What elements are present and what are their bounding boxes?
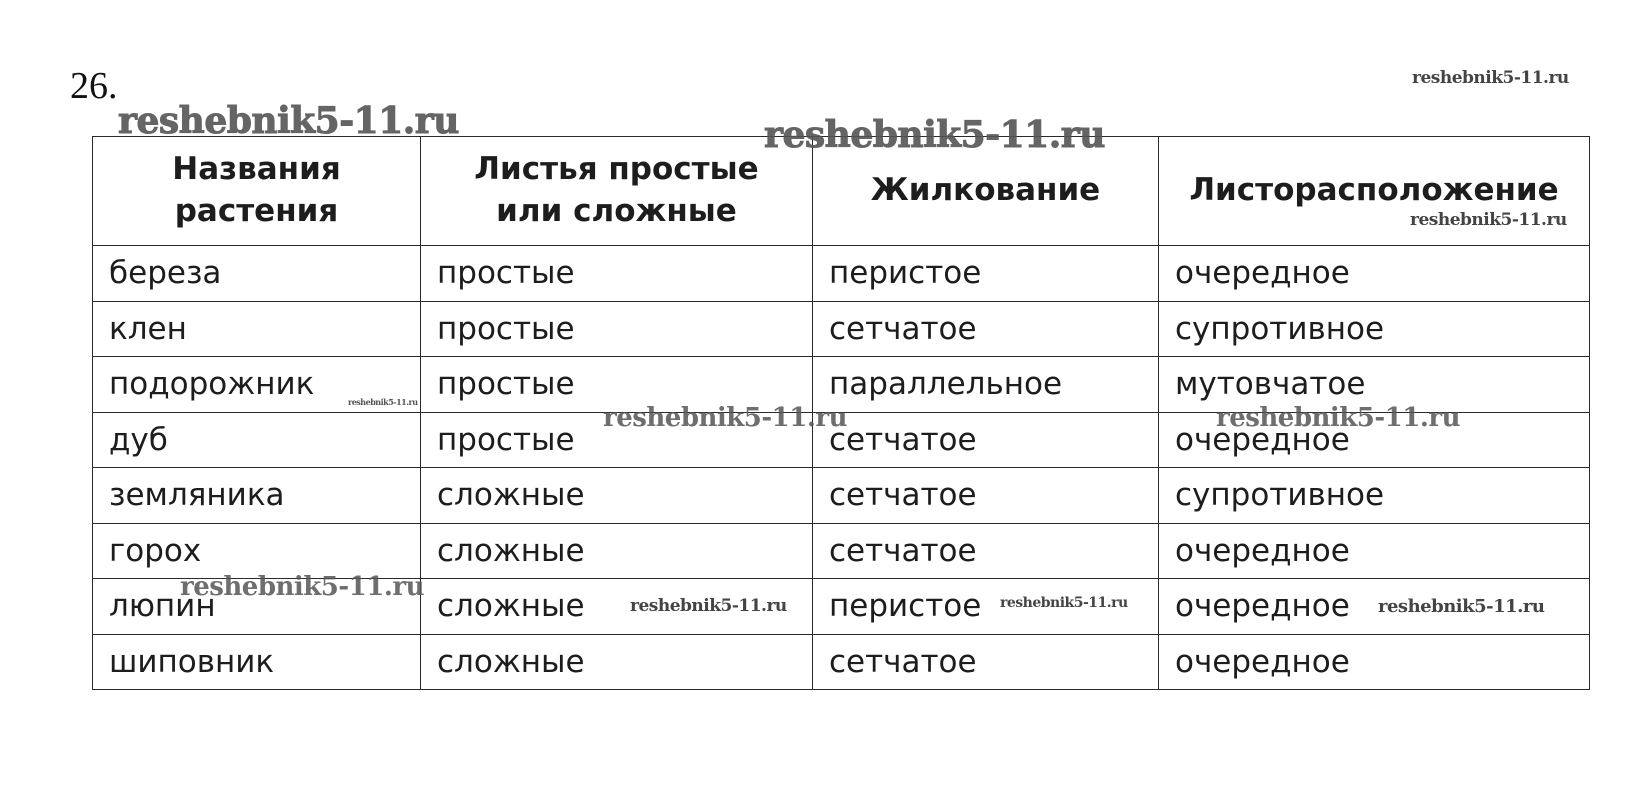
watermark: reshebnik5-11.ru (1378, 596, 1545, 617)
cell-arrangement: очередное (1159, 579, 1590, 635)
table-row (93, 634, 1590, 690)
watermark: reshebnik5-11.ru (118, 100, 459, 142)
cell-leaf-type: простые (421, 301, 813, 357)
cell-arrangement: супротивное (1159, 468, 1590, 524)
watermark: reshebnik5-11.ru (1412, 68, 1569, 88)
header-plant-name: Названия растения (93, 137, 421, 246)
cell-plant: клен (93, 301, 421, 357)
cell-venation: перистое (813, 246, 1159, 302)
cell-plant: люпин (93, 579, 421, 635)
cell-venation: сетчатое (813, 301, 1159, 357)
cell-plant: горох (93, 523, 421, 579)
cell-plant: земляника (93, 468, 421, 524)
cell-plant: подорожник (93, 357, 421, 413)
cell-leaf-type: сложные (421, 468, 813, 524)
cell-plant: дуб (93, 412, 421, 468)
cell-venation: параллельное (813, 357, 1159, 413)
table-row (93, 523, 1590, 579)
cell-plant: шиповник (93, 634, 421, 690)
cell-arrangement: супротивное (1159, 301, 1590, 357)
cell-leaf-type: сложные (421, 634, 813, 690)
cell-leaf-type: простые (421, 357, 813, 413)
plants-table (92, 136, 1590, 690)
watermark: reshebnik5-11.ru (630, 596, 787, 616)
table-row (93, 301, 1590, 357)
cell-leaf-type: сложные (421, 579, 813, 635)
watermark: reshebnik5-11.ru (1410, 210, 1567, 230)
watermark: reshebnik5-11.ru (348, 397, 418, 407)
watermark: reshebnik5-11.ru (764, 114, 1105, 156)
cell-arrangement: очередное (1159, 412, 1590, 468)
watermark: reshebnik5-11.ru (180, 572, 425, 602)
cell-leaf-type: простые (421, 412, 813, 468)
cell-venation: сетчатое (813, 412, 1159, 468)
cell-arrangement: очередное (1159, 246, 1590, 302)
watermark: reshebnik5-11.ru (1216, 403, 1461, 433)
table-row (93, 468, 1590, 524)
cell-venation: сетчатое (813, 468, 1159, 524)
header-venation: Жилкование (813, 137, 1159, 246)
cell-venation: сетчатое (813, 523, 1159, 579)
cell-arrangement: очередное (1159, 634, 1590, 690)
table-row (93, 579, 1590, 635)
table-row (93, 357, 1590, 413)
cell-plant: береза (93, 246, 421, 302)
task-number: 26. (70, 65, 118, 107)
cell-arrangement: очередное (1159, 523, 1590, 579)
watermark: reshebnik5-11.ru (1000, 595, 1128, 611)
cell-venation: сетчатое (813, 634, 1159, 690)
cell-leaf-type: сложные (421, 523, 813, 579)
cell-arrangement: мутовчатое (1159, 357, 1590, 413)
cell-leaf-type: простые (421, 246, 813, 302)
watermark: reshebnik5-11.ru (603, 403, 848, 433)
table-header-row (93, 137, 1590, 246)
cell-venation: перистое (813, 579, 1159, 635)
header-leaf-type: Листья простые или сложные (421, 137, 813, 246)
table-row (93, 412, 1590, 468)
table-row (93, 246, 1590, 302)
header-leaf-arrangement: Листорасположение (1159, 137, 1590, 246)
